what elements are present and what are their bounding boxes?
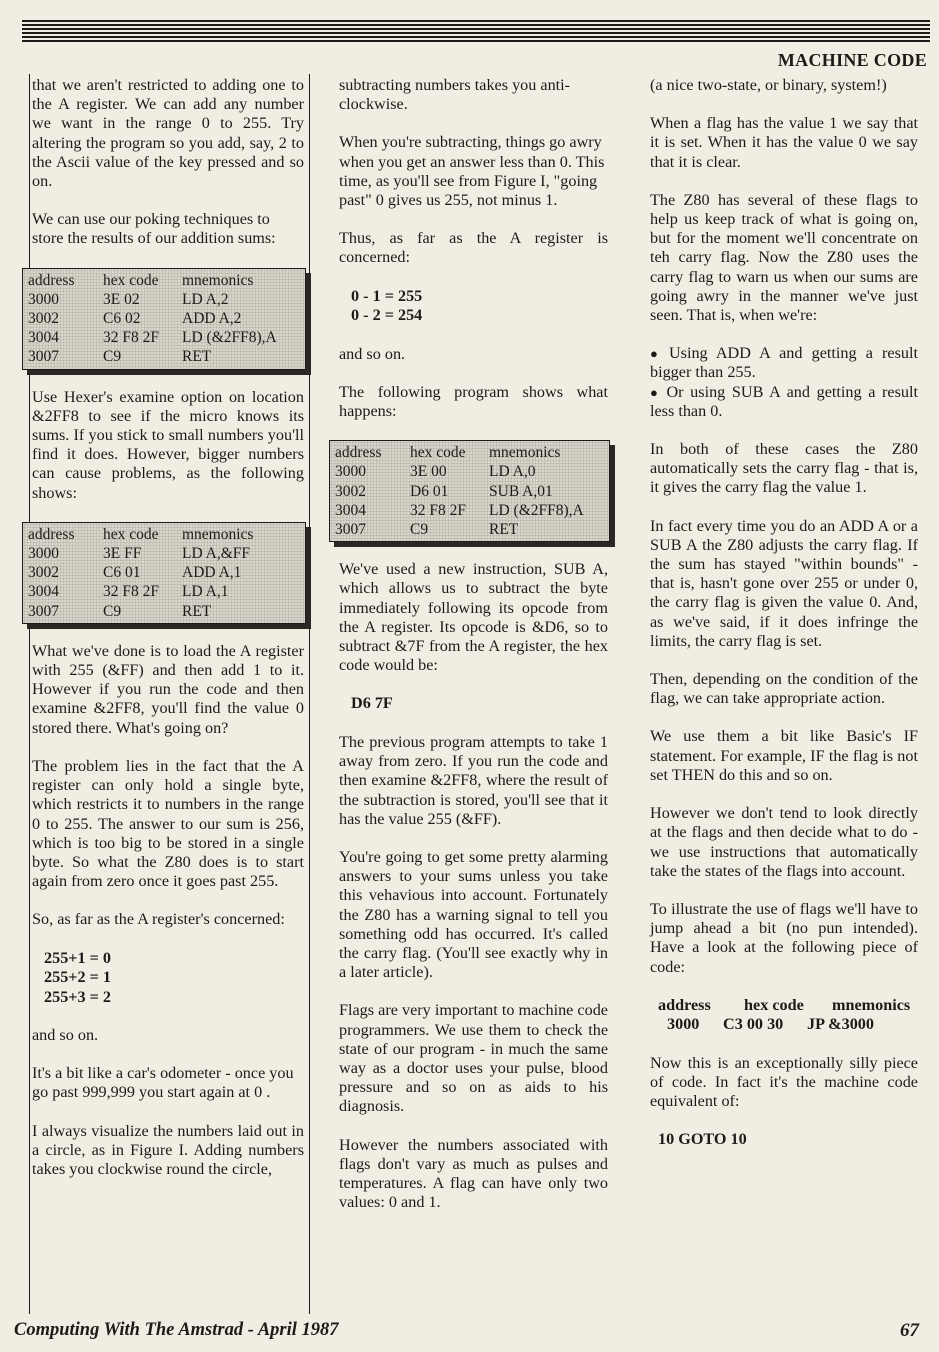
code-address: 3000 xyxy=(335,463,366,481)
bullet-text: Or using SUB A and getting a result less than 0. xyxy=(650,382,918,420)
code-hex: 3E FF xyxy=(103,545,142,563)
code-address: 3002 xyxy=(335,482,366,500)
code-address: 3007 xyxy=(28,602,59,620)
code-hex: 32 F8 2F xyxy=(103,583,159,601)
code-mnemonic: RET xyxy=(182,348,212,366)
hex-code-line: D6 7F xyxy=(351,694,393,713)
hex-header: hex code xyxy=(103,525,159,543)
code-mnemonic: RET xyxy=(489,521,519,539)
paragraph: Flags are very important to machine code programmers. We use them to check the state of our program - in much the same way as a doctor uses your pulse, blood pressure and so on as aids to his diagnosis. xyxy=(339,1001,608,1116)
code-address: 3004 xyxy=(28,329,59,347)
code-mnemonic: LD A,2 xyxy=(182,290,229,308)
code-row xyxy=(335,482,603,501)
paragraph: and so on. xyxy=(32,1026,99,1045)
basic-code-line: 10 GOTO 10 xyxy=(658,1130,747,1149)
code-address: 3000 xyxy=(28,290,59,308)
code-hex: C9 xyxy=(103,348,122,366)
code-mnemonic: ADD A,2 xyxy=(182,310,242,328)
code-address: 3004 xyxy=(335,501,366,519)
code-hex: 32 F8 2F xyxy=(103,329,159,347)
code-row xyxy=(335,501,603,520)
address-header: address xyxy=(28,271,75,289)
paragraph: The previous program attempts to take 1 away from zero. If you run the code and then examine &2FF8, where the result of the subtraction is stored, you'll see that it has the value 255 (&FF). xyxy=(339,732,608,828)
code-listing-3 xyxy=(329,440,610,542)
hex-header: hex code xyxy=(103,271,159,289)
code-address: 3002 xyxy=(28,310,59,328)
code-address: 3007 xyxy=(335,521,366,539)
code-header xyxy=(650,996,918,1016)
equation: 0 - 2 = 254 xyxy=(351,306,423,325)
section-title: MACHINE CODE xyxy=(777,50,927,70)
header-rule xyxy=(22,20,930,44)
paragraph: In both of these cases the Z80 automatically sets the carry flag - that is, it gives the carry flag the value 1. xyxy=(650,440,918,497)
equation: 0 - 1 = 255 xyxy=(351,286,423,305)
bullet-item xyxy=(650,344,918,382)
code-row xyxy=(28,309,299,328)
code-address: 3002 xyxy=(28,564,59,582)
paragraph: Thus, as far as the A register is concerned: xyxy=(339,229,608,267)
code-row xyxy=(28,290,299,309)
code-header xyxy=(28,271,299,290)
code-row xyxy=(335,462,603,481)
code-row xyxy=(28,328,299,347)
footer-publication: Computing With The Amstrad - April 1987 xyxy=(14,1320,339,1340)
code-mnemonic: RET xyxy=(182,602,212,620)
code-listing-2 xyxy=(22,522,306,624)
code-hex: C6 02 xyxy=(103,310,141,328)
paragraph: subtracting numbers takes you anti-clockwise. xyxy=(339,76,571,114)
address-header: address xyxy=(28,525,75,543)
paragraph: However the numbers associated with flags don't vary as much as pulses and temperatures. A flag can have only two values: 0 and 1. xyxy=(339,1135,608,1212)
code-mnemonic: LD (&2FF8),A xyxy=(182,329,277,347)
paragraph: We can use our poking techniques to store the results of our addition sums: xyxy=(32,210,276,248)
code-address: 3000 xyxy=(667,1015,700,1034)
paragraph: When a flag has the value 1 we say that it is set. When it has the value 0 we say that it is clear. xyxy=(650,114,918,171)
paragraph: So, as far as the A register's concerned: xyxy=(32,910,285,929)
code-mnemonic: JP &3000 xyxy=(807,1015,874,1034)
code-mnemonic: LD A,&FF xyxy=(182,545,251,563)
equation: 255+1 = 0 xyxy=(44,948,112,967)
paragraph: You're going to get some pretty alarming answers to your sums unless you take this vehavious into account. Fortunately the Z80 has a warning signal to tell you something odd has occurred. It's called the carry flag. (You'll see exactly why in a later article). xyxy=(339,847,608,982)
code-header xyxy=(335,443,603,462)
address-header: address xyxy=(658,995,711,1014)
code-row xyxy=(650,1015,918,1035)
code-mnemonic: ADD A,1 xyxy=(182,564,242,582)
paragraph: The problem lies in the fact that the A register can only hold a single byte, which restricts it to numbers in the range 0 to 255. The answer to our sum is 256, which is too big to be stored in a single byte. So what the Z80 does is to start again from zero once it goes past 255. xyxy=(32,756,304,891)
bullet-item xyxy=(650,383,918,421)
paragraph: The Z80 has several of these flags to help us keep track of what is going on, but for the moment we'll concentrate on teh carry flag. Now the Z80 uses the carry flag to warn us when our sums are going awry in the manner we've just seen. That is, when we're: xyxy=(650,190,918,325)
code-row xyxy=(28,602,299,621)
code-hex: D6 01 xyxy=(410,482,449,500)
paragraph: (a nice two-state, or binary, system!) xyxy=(650,76,887,94)
code-hex: C9 xyxy=(103,602,122,620)
code-address: 3000 xyxy=(28,545,59,563)
code-hex: 32 F8 2F xyxy=(410,501,466,519)
equation-list xyxy=(32,949,304,1008)
paragraph: However we don't tend to look directly at the flags and then decide what to do - we use instructions that automatically take the states of the flags into account. xyxy=(650,804,918,880)
page-number: 67 xyxy=(900,1320,919,1341)
paragraph: To illustrate the use of flags we'll have to jump ahead a bit (no pun intended). Have a look at the following piece of code: xyxy=(650,899,918,976)
mnemonics-header: mnemonics xyxy=(832,995,911,1014)
code-mnemonic: SUB A,01 xyxy=(489,482,553,500)
code-header xyxy=(28,525,299,544)
bullet-icon: ● xyxy=(650,384,661,400)
code-address: 3007 xyxy=(28,348,59,366)
mnemonics-header: mnemonics xyxy=(489,444,561,462)
code-row xyxy=(335,520,603,539)
column-3 xyxy=(650,76,918,1169)
address-header: address xyxy=(335,444,382,462)
code-listing-4 xyxy=(650,996,918,1035)
code-listing-1 xyxy=(22,268,306,370)
code-row xyxy=(28,563,299,582)
code-hex: 3E 00 xyxy=(410,463,447,481)
mnemonics-header: mnemonics xyxy=(182,271,254,289)
hex-header: hex code xyxy=(410,444,466,462)
paragraph: In fact every time you do an ADD A or a SUB A the Z80 adjusts the carry flag. If the sum has stayed "within bounds" - that is, hasn't gone over 255 or under 0, the carry flag is given the value 0. And, as we've said, if it does infringe the limits, the carry flag is set. xyxy=(650,516,918,650)
equation: 255+3 = 2 xyxy=(44,987,112,1006)
equation: 255+2 = 1 xyxy=(44,968,112,987)
paragraph: and so on. xyxy=(339,344,406,363)
equation-list xyxy=(339,287,608,326)
hex-header: hex code xyxy=(744,995,804,1014)
code-address: 3004 xyxy=(28,583,59,601)
paragraph: that we aren't restricted to adding one to the A register. We can add any number we want in the range 0 to 255. Try altering the program so you add, say, 2 to the Ascii value of the key pressed and so on. xyxy=(32,76,304,191)
code-mnemonic: LD A,1 xyxy=(182,583,229,601)
column-2 xyxy=(335,76,608,1231)
code-mnemonic: LD (&2FF8),A xyxy=(489,501,584,519)
paragraph: When you're subtracting, things go awry when you get an answer less than 0. This time, as you'll see from Figure I, "going past" 0 gives us 255, not minus 1. xyxy=(339,133,605,210)
code-hex: C3 00 30 xyxy=(723,1015,784,1034)
paragraph: We use them a bit like Basic's IF statement. For example, IF the flag is not set THEN do this and so on. xyxy=(650,727,918,784)
paragraph: What we've done is to load the A register with 255 (&FF) and then add 1 to it. However if you run the code and then examine &2FF8, you'll find the value 0 stored there. What's going on? xyxy=(32,641,304,737)
code-row xyxy=(28,582,299,601)
paragraph: Use Hexer's examine option on location &2FF8 to see if the micro knows its sums. If you stick to small numbers you'll find it does. However, bigger numbers can cause problems, as the following shows: xyxy=(32,387,304,502)
code-hex: C6 01 xyxy=(103,564,141,582)
bullet-list xyxy=(650,344,918,421)
paragraph: I always visualize the numbers laid out in a circle, as in Figure I. Adding numbers takes you clockwise round the circle, xyxy=(32,1121,304,1179)
code-hex: 3E 02 xyxy=(103,290,140,308)
paragraph: It's a bit like a car's odometer - once you go past 999,999 you start again at 0 . xyxy=(32,1064,294,1102)
column-1 xyxy=(28,76,304,1198)
paragraph: The following program shows what happens: xyxy=(339,382,608,421)
code-mnemonic: LD A,0 xyxy=(489,463,536,481)
bullet-icon: ● xyxy=(650,346,663,362)
code-hex: C9 xyxy=(410,521,429,539)
code-row xyxy=(28,544,299,563)
mnemonics-header: mnemonics xyxy=(182,525,254,543)
paragraph: We've used a new instruction, SUB A, which allows us to subtract the byte immediately following its opcode from the A register. Its opcode is &D6, so to subtract &7F from the A register, the hex code would be: xyxy=(339,560,608,675)
paragraph: Now this is an exceptionally silly piece of code. In fact it's the machine code equivalent of: xyxy=(650,1053,918,1111)
code-row xyxy=(28,347,299,366)
paragraph: Then, depending on the condition of the flag, we can take appropriate action. xyxy=(650,670,918,708)
bullet-text: Using ADD A and getting a result bigger than 255. xyxy=(650,344,919,382)
